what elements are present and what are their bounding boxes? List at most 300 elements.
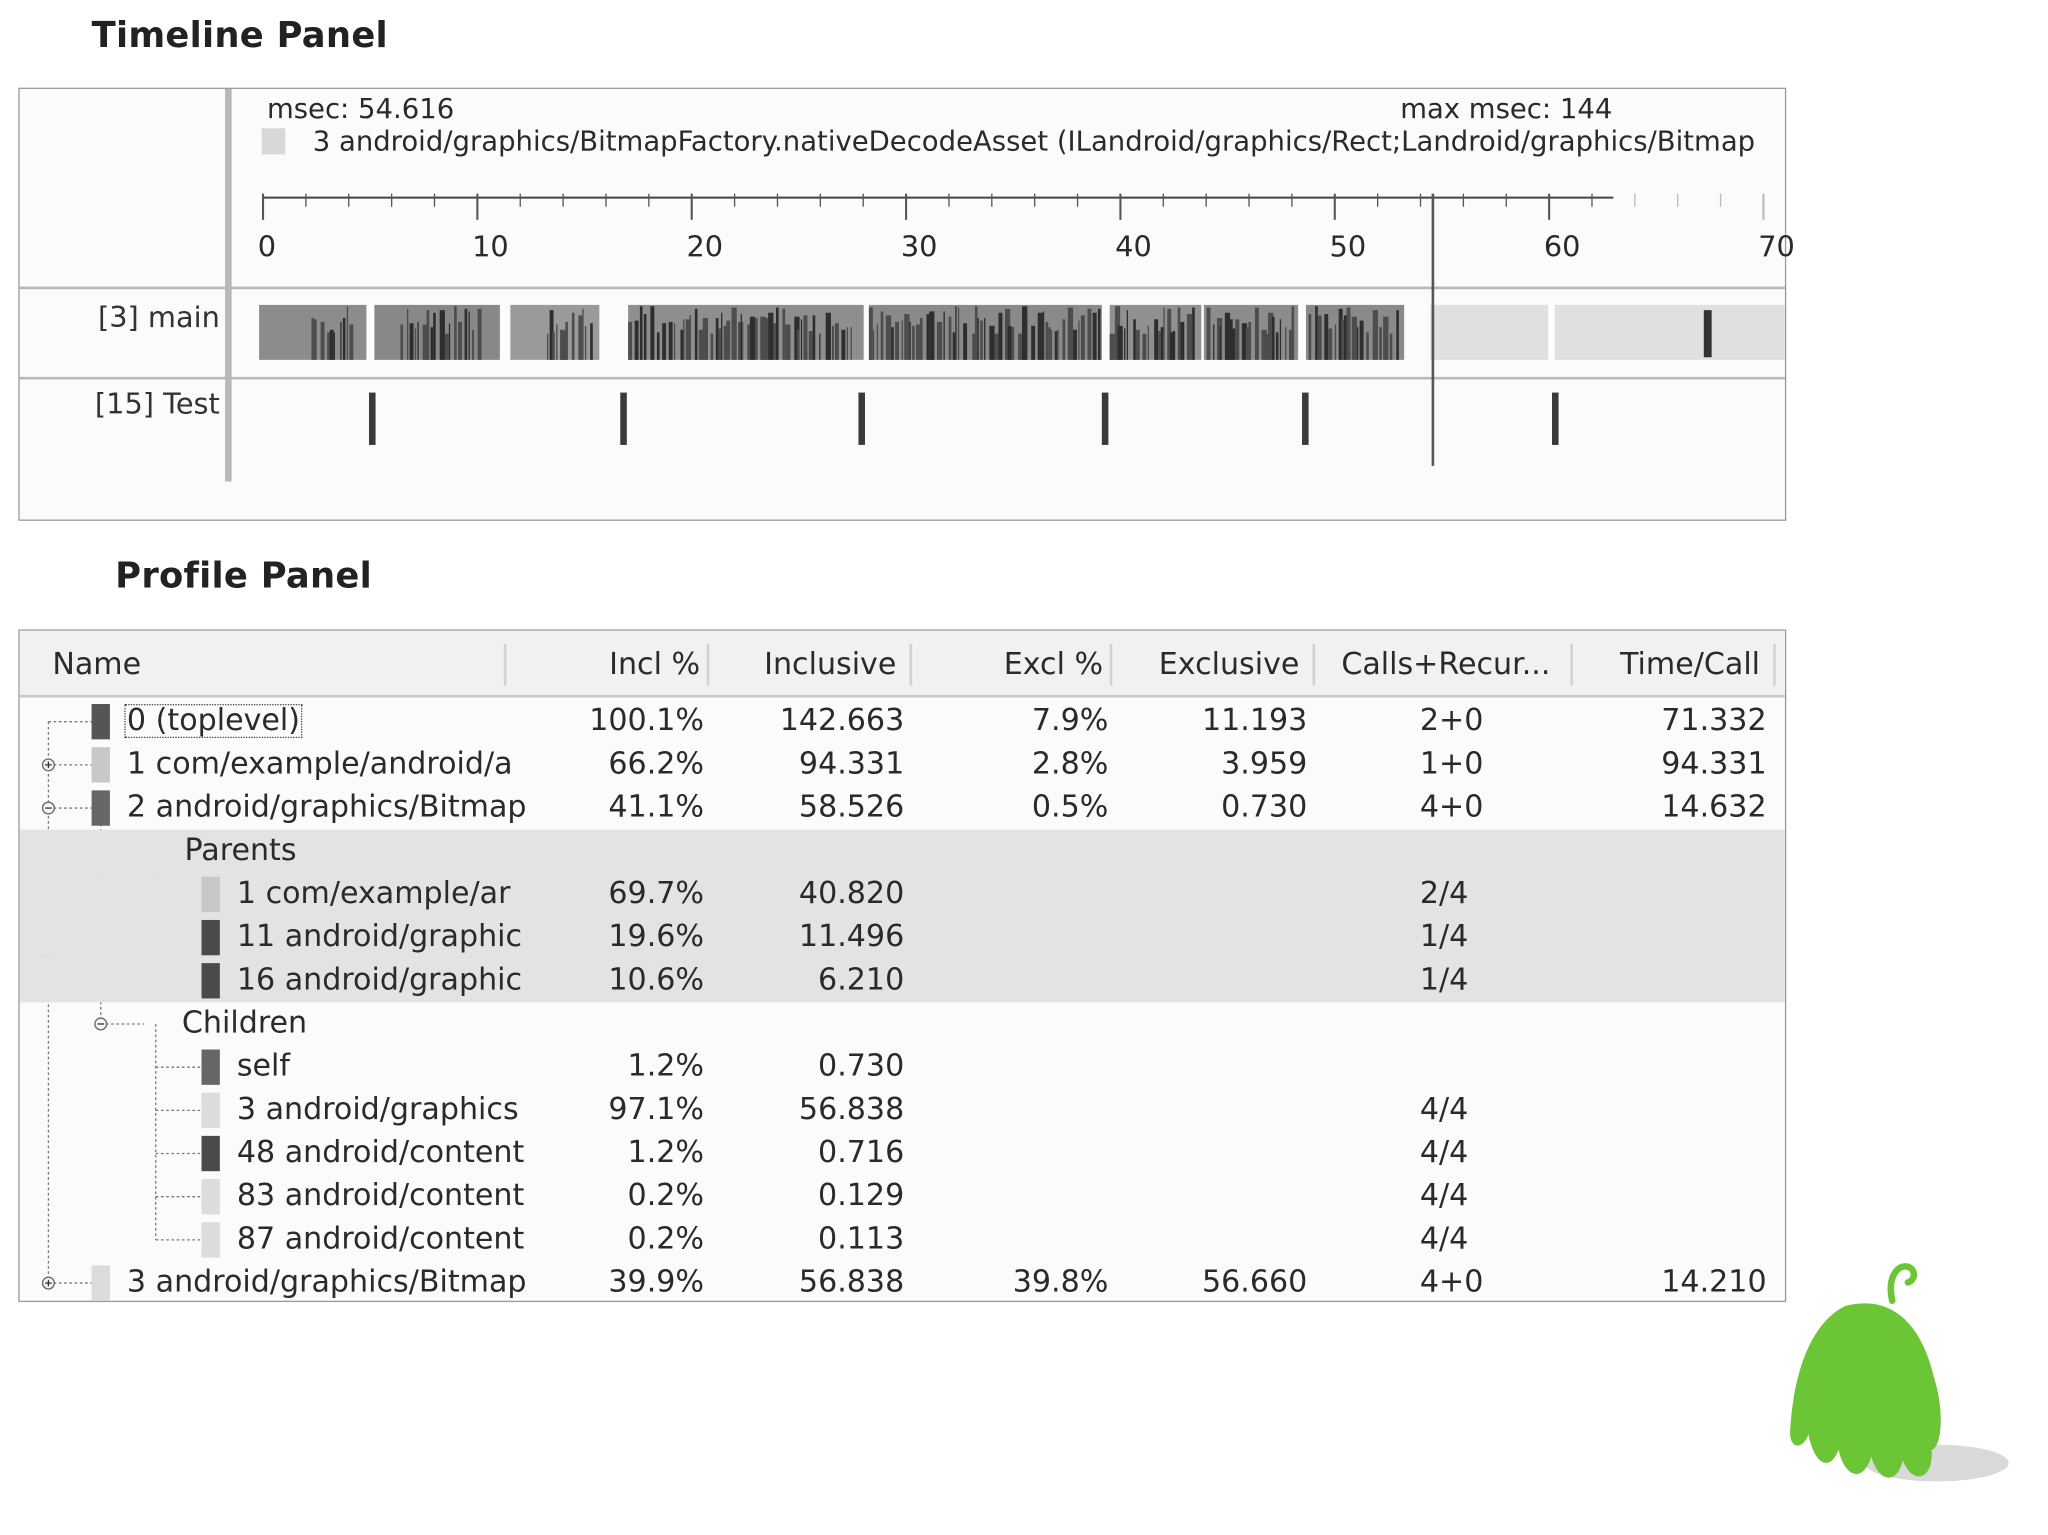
name-cell (234, 1175, 525, 1218)
main-thread-call-bar (669, 322, 673, 360)
main-thread-call-bar (732, 308, 737, 360)
profile-panel-heading: Profile Panel (115, 556, 373, 597)
incl-pct-cell: 1.2% (627, 1135, 705, 1170)
method-color-swatch (92, 704, 110, 739)
table-row[interactable] (20, 1261, 1785, 1304)
column-header-excl-pct[interactable]: Excl % (1003, 647, 1104, 682)
inclusive-cell: 6.210 (818, 963, 905, 998)
main-thread-call-bar (832, 326, 833, 360)
time-per-call-cell (1577, 1175, 1767, 1218)
main-thread-call-bar (1231, 328, 1235, 359)
column-resize-handle[interactable] (1570, 644, 1573, 686)
main-thread-call-bar (1220, 326, 1221, 360)
main-thread-call-bar (415, 328, 416, 359)
main-thread-call-bar (1025, 314, 1028, 360)
main-thread-call-bar (909, 322, 910, 360)
main-thread-call-bar (1318, 315, 1322, 359)
method-name-label: 0 (toplevel) (124, 704, 302, 738)
main-thread-call-bar (1133, 319, 1136, 360)
main-thread-call-bar (1379, 327, 1382, 360)
time-per-call-cell (1577, 959, 1767, 1002)
main-thread-call-bar (1142, 334, 1146, 360)
main-thread-call-bar (445, 334, 449, 360)
time-cursor-line[interactable] (1432, 194, 1434, 466)
method-color-swatch (202, 1049, 220, 1084)
table-row[interactable] (20, 830, 1785, 873)
inclusive-cell: 58.526 (798, 790, 905, 825)
inclusive-cell: 0.730 (818, 1049, 905, 1084)
main-thread-call-bar (711, 334, 714, 360)
main-thread-call-bar (904, 314, 909, 360)
test-thread-call-bar[interactable] (1302, 393, 1309, 445)
main-thread-call-bar (1396, 310, 1399, 360)
time-per-call-cell (1577, 1089, 1767, 1132)
main-thread-call-bar (1055, 331, 1058, 360)
excl-pct-cell: 7.9% (1031, 704, 1109, 739)
timeline-label-divider[interactable] (225, 89, 232, 482)
main-thread-call-bar (1217, 318, 1222, 360)
column-resize-handle[interactable] (1773, 644, 1776, 686)
main-thread-call-bar (674, 323, 675, 360)
main-thread-call-bar (440, 310, 445, 360)
main-thread-call-bar (640, 306, 643, 360)
main-thread-call-bar (955, 306, 956, 360)
method-name-label: 11 android/graphic (236, 919, 523, 954)
time-per-call-cell (1577, 916, 1767, 959)
time-per-call-cell: 14.632 (1661, 790, 1767, 825)
excl-pct-cell (923, 1175, 1109, 1218)
main-thread-call-bar (478, 309, 482, 360)
main-thread-call-bar (1031, 326, 1035, 360)
calls-cell: 1+0 (1419, 747, 1484, 782)
exclusive-cell (1116, 916, 1307, 959)
thread-track-main[interactable] (259, 302, 1785, 361)
main-thread-call-bar (410, 323, 414, 360)
main-thread-call-bar (813, 315, 816, 359)
name-cell (179, 1002, 511, 1045)
inclusive-cell (713, 1002, 904, 1045)
table-row[interactable] (20, 873, 1785, 916)
column-header-exclusive[interactable]: Exclusive (1158, 647, 1300, 682)
main-thread-call-bar (1124, 328, 1125, 359)
main-thread-call-bar (1213, 325, 1214, 360)
main-thread-call-bar (1315, 306, 1318, 360)
main-thread-call-bar (1335, 325, 1336, 360)
main-thread-segment[interactable] (1430, 305, 1548, 360)
ruler-tick-label: 20 (686, 229, 724, 264)
excl-pct-cell: 39.8% (1012, 1265, 1109, 1300)
main-thread-call-bar (400, 325, 403, 360)
main-thread-call-bar (1098, 309, 1101, 360)
table-row[interactable] (20, 1132, 1785, 1175)
method-name-label: 3 android/graphics (236, 1092, 519, 1127)
main-thread-call-bar (886, 315, 891, 359)
column-header-row (20, 631, 1785, 698)
main-thread-call-bar (1148, 326, 1149, 360)
main-thread-call-bar (628, 322, 632, 360)
main-thread-call-bar (1309, 314, 1312, 360)
test-thread-call-bar[interactable] (858, 393, 865, 445)
main-thread-call-bar (776, 308, 779, 360)
main-thread-call-bar (895, 322, 899, 360)
main-thread-call-bar (590, 323, 593, 360)
incl-pct-cell (517, 830, 704, 873)
calls-cell: 4/4 (1419, 1179, 1469, 1214)
main-thread-call-bar (1207, 308, 1211, 360)
main-thread-call-bar (407, 309, 408, 360)
main-thread-call-bar (585, 326, 586, 360)
excl-pct-cell (923, 1002, 1109, 1045)
column-header-inclusive[interactable]: Inclusive (764, 647, 897, 682)
main-thread-call-bar (1352, 317, 1357, 360)
column-header-time-per-call[interactable]: Time/Call (1620, 647, 1761, 682)
main-thread-call-bar (582, 309, 583, 360)
ruler-tick-label: 60 (1543, 229, 1581, 264)
exclusive-cell (1116, 1046, 1307, 1089)
exclusive-cell: 11.193 (1201, 704, 1308, 739)
main-thread-call-bar (797, 330, 800, 360)
main-thread-call-bar (1366, 332, 1369, 359)
name-cell (124, 743, 511, 786)
method-signature-text: 3 android/graphics/BitmapFactory.nativeDecodeAsset (ILandroid/graphics/Rect;Landroid/graphics/Bitmap (312, 125, 1756, 158)
main-thread-call-bar (801, 319, 802, 360)
table-row[interactable] (20, 916, 1785, 959)
max-msec-readout: max msec: 144 (1400, 92, 1613, 125)
column-header-name[interactable]: Name (52, 647, 142, 682)
excl-pct-cell (923, 959, 1109, 1002)
excl-pct-cell: 2.8% (1031, 747, 1109, 782)
main-thread-call-bar (1043, 311, 1044, 359)
thread-label-main[interactable]: [3] main (97, 302, 220, 336)
column-resize-handle[interactable] (1110, 644, 1113, 686)
main-thread-call-bar (764, 318, 768, 360)
name-cell (234, 1089, 519, 1132)
main-thread-call-bar (556, 325, 557, 360)
time-per-call-cell (1577, 830, 1767, 873)
main-thread-call-bar (716, 318, 719, 360)
main-thread-call-bar (1704, 310, 1712, 357)
calls-cell: 4/4 (1419, 1092, 1469, 1127)
main-thread-call-bar (953, 332, 956, 359)
main-thread-call-bar (869, 308, 873, 360)
main-thread-call-bar (975, 306, 978, 360)
main-thread-call-bar (449, 323, 450, 360)
main-thread-call-bar (755, 318, 758, 360)
calls-cell: 4/4 (1419, 1222, 1469, 1257)
main-thread-call-bar (926, 314, 929, 360)
incl-pct-cell: 39.9% (608, 1265, 705, 1300)
excl-pct-cell (923, 873, 1109, 916)
main-thread-call-bar (1012, 327, 1015, 360)
incl-pct-cell: 41.1% (608, 790, 705, 825)
main-thread-call-bar (695, 309, 698, 360)
method-color-swatch (202, 1179, 220, 1214)
table-row[interactable] (20, 1002, 1785, 1045)
exclusive-cell (1116, 1175, 1307, 1218)
thread-track-test[interactable] (259, 390, 1785, 469)
column-header-incl-pct[interactable]: Incl % (609, 647, 701, 682)
time-per-call-cell (1577, 1002, 1767, 1045)
main-thread-call-bar (662, 323, 666, 360)
exclusive-cell: 3.959 (1221, 747, 1308, 782)
ruler-tick-label: 50 (1329, 229, 1367, 264)
main-thread-call-bar (783, 309, 786, 360)
main-thread-call-bar (683, 319, 684, 360)
main-thread-call-bar (1248, 322, 1251, 360)
calls-cell: 4+0 (1419, 1265, 1484, 1300)
main-thread-call-bar (932, 323, 935, 360)
table-row[interactable] (20, 743, 1785, 786)
exclusive-cell (1116, 959, 1307, 1002)
test-thread-call-bar[interactable] (1552, 393, 1559, 445)
main-thread-call-bar (768, 313, 773, 360)
main-thread-call-bar (468, 311, 469, 359)
profile-panel[interactable] (18, 629, 1786, 1302)
main-thread-call-bar (980, 321, 983, 360)
main-thread-call-bar (1178, 308, 1181, 360)
ruler-tick-label: 70 (1758, 229, 1795, 264)
main-thread-segment[interactable] (1555, 305, 1785, 360)
method-color-swatch (202, 1222, 220, 1257)
exclusive-cell (1116, 873, 1307, 916)
main-thread-call-bar (1118, 326, 1123, 360)
incl-pct-cell (517, 1002, 704, 1045)
name-cell (124, 1261, 527, 1304)
main-thread-call-bar (644, 314, 647, 360)
main-thread-call-bar (1008, 326, 1012, 360)
table-row[interactable] (20, 1089, 1785, 1132)
time-per-call-cell (1577, 1218, 1767, 1261)
test-thread-call-bar[interactable] (369, 393, 376, 445)
main-thread-call-bar (1285, 327, 1286, 360)
name-cell (124, 786, 527, 829)
main-thread-call-bar (944, 311, 945, 359)
exclusive-cell (1116, 1132, 1307, 1175)
incl-pct-cell: 1.2% (627, 1049, 705, 1084)
main-thread-call-bar (472, 330, 473, 360)
method-name-label: 2 android/graphics/Bitmap (126, 790, 527, 825)
method-name-label: 87 android/content (236, 1222, 525, 1257)
inclusive-cell: 0.129 (818, 1179, 905, 1214)
ruler-tick-label: 10 (472, 229, 509, 264)
main-thread-call-bar (819, 334, 820, 360)
main-thread-call-bar (1158, 331, 1161, 360)
column-resize-handle[interactable] (707, 644, 710, 686)
timeline-panel-heading: Timeline Panel (91, 15, 388, 57)
main-thread-call-bar (912, 326, 915, 360)
ruler-tick-label: 30 (900, 229, 938, 264)
method-color-swatch (202, 1093, 220, 1128)
main-thread-call-bar (657, 332, 660, 359)
name-cell (234, 959, 523, 1002)
method-color-swatch (92, 747, 110, 782)
main-thread-call-bar (1073, 330, 1077, 360)
exclusive-cell (1116, 1218, 1307, 1261)
calls-cell: 2+0 (1419, 704, 1484, 739)
main-thread-call-bar (1180, 322, 1184, 360)
main-thread-call-bar (788, 325, 789, 360)
main-thread-call-bar (433, 313, 436, 360)
current-msec-readout: msec: 54.616 (266, 92, 455, 125)
name-cell (234, 1132, 525, 1175)
main-thread-call-bar (314, 319, 317, 360)
main-thread-call-bar (578, 315, 582, 359)
main-thread-call-bar (1373, 310, 1378, 360)
incl-pct-cell: 69.7% (608, 876, 705, 911)
column-header-calls[interactable]: Calls+Recur... (1341, 647, 1551, 682)
main-thread-call-bar (1173, 331, 1176, 360)
main-thread-call-bar (966, 334, 967, 360)
main-thread-call-bar (937, 322, 942, 360)
main-thread-call-bar (1357, 327, 1358, 360)
exclusive-cell (1116, 1002, 1307, 1045)
table-row[interactable] (20, 959, 1785, 1002)
calls-cell: 4+0 (1419, 790, 1484, 825)
main-thread-call-bar (847, 327, 848, 360)
main-thread-call-bar (431, 327, 434, 360)
method-color-swatch (92, 1265, 110, 1300)
main-thread-call-bar (650, 306, 654, 360)
incl-pct-cell: 100.1% (589, 704, 705, 739)
method-color-swatch (202, 963, 220, 998)
main-thread-call-bar (552, 332, 555, 359)
excl-pct-cell (923, 830, 1109, 873)
column-resize-handle[interactable] (1313, 644, 1316, 686)
main-thread-call-bar (1154, 319, 1158, 360)
main-thread-call-bar (851, 327, 852, 360)
main-thread-call-bar (835, 323, 839, 360)
table-row[interactable] (20, 786, 1785, 829)
table-row[interactable] (20, 1175, 1785, 1218)
main-thread-call-bar (841, 330, 845, 360)
main-thread-call-bar (1360, 321, 1364, 360)
inclusive-cell: 0.716 (818, 1135, 905, 1170)
main-thread-call-bar (881, 311, 884, 359)
ruler-tick-label: 0 (257, 229, 277, 264)
main-thread-call-bar (1051, 330, 1052, 360)
main-thread-call-bar (1272, 317, 1275, 360)
time-per-call-cell (1577, 873, 1767, 916)
name-cell (234, 1046, 511, 1089)
timeline-row-divider (20, 377, 1785, 380)
time-per-call-cell (1577, 1046, 1767, 1089)
main-thread-call-bar (806, 321, 807, 360)
main-thread-call-bar (1127, 310, 1128, 360)
name-cell (234, 873, 511, 916)
inclusive-cell: 40.820 (798, 876, 905, 911)
main-thread-gap (369, 305, 374, 360)
main-thread-call-bar (1136, 330, 1140, 360)
name-cell (182, 830, 512, 873)
table-row[interactable] (20, 1046, 1785, 1089)
main-thread-call-bar (1390, 334, 1393, 360)
method-name-label: Children (181, 1006, 308, 1041)
method-name-label: 1 com/example/ar (236, 876, 511, 911)
table-row[interactable] (20, 1218, 1785, 1261)
excl-pct-cell (923, 1132, 1109, 1175)
main-thread-call-bar (721, 313, 722, 360)
main-thread-call-bar (891, 327, 894, 360)
main-thread-call-bar (1192, 308, 1195, 360)
main-thread-call-bar (978, 318, 979, 360)
main-thread-call-bar (1276, 332, 1279, 359)
inclusive-cell: 0.113 (818, 1222, 905, 1257)
incl-pct-cell: 0.2% (627, 1222, 705, 1257)
inclusive-cell (713, 830, 904, 873)
main-thread-call-bar (916, 325, 920, 360)
main-thread-call-bar (1038, 313, 1043, 360)
main-thread-call-bar (1078, 321, 1079, 360)
calls-cell: 1/4 (1419, 963, 1469, 998)
column-resize-handle[interactable] (504, 644, 507, 686)
calls-cell: 1/4 (1419, 919, 1469, 954)
calls-cell: 4/4 (1419, 1135, 1469, 1170)
main-thread-call-bar (1292, 306, 1295, 360)
main-thread-call-bar (1255, 308, 1259, 360)
name-cell (234, 916, 523, 959)
main-thread-call-bar (1163, 308, 1164, 360)
main-thread-call-bar (321, 322, 325, 360)
main-thread-call-bar (1081, 315, 1085, 359)
main-thread-call-bar (705, 327, 708, 360)
method-name-label: 83 android/content (236, 1179, 525, 1214)
method-name-label: Parents (184, 833, 297, 868)
main-thread-call-bar (1046, 322, 1049, 360)
main-thread-call-bar (920, 318, 923, 360)
main-thread-call-bar (949, 317, 952, 360)
test-thread-call-bar[interactable] (620, 393, 627, 445)
main-thread-call-bar (427, 310, 430, 360)
main-thread-call-bar (984, 318, 985, 360)
main-thread-call-bar (1063, 319, 1066, 360)
excl-pct-cell: 0.5% (1031, 790, 1109, 825)
column-resize-handle[interactable] (909, 644, 912, 686)
method-name-label: 3 android/graphics/Bitmap (126, 1265, 527, 1300)
main-thread-call-bar (826, 313, 831, 360)
main-thread-call-bar (565, 322, 568, 360)
main-thread-call-bar (902, 321, 903, 360)
method-name-label: 1 com/example/android/a (126, 747, 513, 782)
main-thread-call-bar (1235, 319, 1239, 360)
main-thread-call-bar (741, 314, 742, 360)
incl-pct-cell: 19.6% (608, 919, 705, 954)
incl-pct-cell: 0.2% (627, 1179, 705, 1214)
thread-label-test[interactable]: [15] Test (94, 388, 220, 422)
exclusive-cell (1116, 830, 1307, 873)
name-cell (124, 700, 511, 743)
main-thread-call-bar (809, 331, 813, 360)
time-per-call-cell: 14.210 (1661, 1265, 1767, 1300)
main-thread-call-bar (1068, 308, 1073, 360)
main-thread-call-bar (995, 334, 999, 360)
time-per-call-cell (1577, 1132, 1767, 1175)
incl-pct-cell: 10.6% (608, 963, 705, 998)
main-thread-call-bar (1087, 309, 1091, 360)
main-thread-call-bar (334, 332, 335, 359)
test-thread-call-bar[interactable] (1102, 393, 1109, 445)
timeline-panel[interactable] (18, 88, 1795, 521)
main-thread-call-bar (458, 322, 462, 360)
table-row[interactable] (20, 700, 1785, 743)
exclusive-cell: 0.730 (1221, 790, 1308, 825)
main-thread-call-bar (1187, 314, 1192, 360)
main-thread-call-bar (1344, 315, 1347, 359)
main-thread-call-bar (1324, 314, 1328, 360)
name-cell (234, 1218, 525, 1261)
time-axis-ruler[interactable] (249, 181, 1795, 299)
main-thread-call-bar (1161, 327, 1164, 360)
main-thread-call-bar (1110, 334, 1115, 360)
